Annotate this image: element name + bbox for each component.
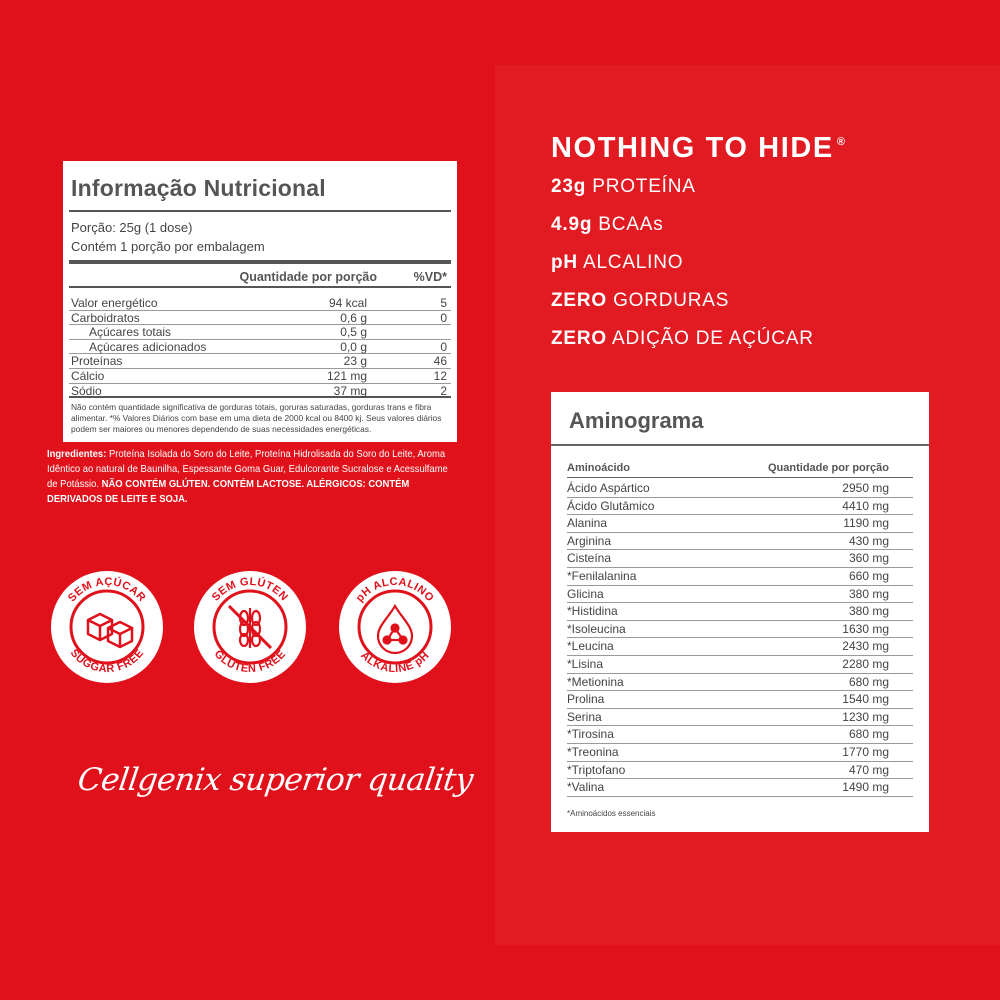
claim-text: BCAAs xyxy=(592,214,664,235)
amino-name: *Triptofano xyxy=(567,762,626,777)
claims-block xyxy=(551,132,847,366)
table-row xyxy=(567,691,913,709)
amino-name: *Treonina xyxy=(567,744,619,759)
amino-qty: 1770 mg xyxy=(842,744,889,759)
divider xyxy=(69,210,451,212)
amino-qty: 680 mg xyxy=(848,674,889,689)
table-row xyxy=(567,515,913,533)
row-qty: 94 kcal xyxy=(328,296,367,310)
claim-text: ADIÇÃO DE AÇÚCAR xyxy=(606,328,814,349)
amino-name: Alanina xyxy=(567,516,608,531)
amino-name: Serina xyxy=(567,709,602,724)
claim-item xyxy=(551,252,847,290)
divider-thick xyxy=(69,260,451,264)
ingredients-list: Proteína Isolada do Soro do Leite, Proteína Hidrolisada do Soro do Leite, Aroma Idêntico ao natural de Baunilha, Espessante Goma Guar, Edulcorante Sucralose e Acessulfame de Potássio. xyxy=(47,448,448,490)
claim-item xyxy=(551,176,847,214)
amino-qty: 380 mg xyxy=(848,604,889,619)
row-qty: 121 mg xyxy=(326,368,367,383)
amino-qty: 2950 mg xyxy=(842,481,889,495)
row-qty: 0,0 g xyxy=(340,339,367,354)
claims-list xyxy=(551,176,847,366)
badge-top-text: pH ALCALINO xyxy=(353,575,437,605)
wheat-crossed-icon xyxy=(191,568,309,686)
amino-name: *Fenilalanina xyxy=(567,568,637,583)
aminogram-table xyxy=(551,392,929,832)
table-row xyxy=(567,621,913,639)
table-row xyxy=(567,744,913,762)
claim-text: ALCALINO xyxy=(577,252,684,273)
claim-bold: pH xyxy=(551,252,578,273)
row-vd: 0 xyxy=(440,339,447,354)
table-row xyxy=(567,726,913,744)
amino-name: *Metionina xyxy=(567,674,624,689)
claim-item xyxy=(551,328,847,366)
nutrition-footnote: Não contém quantidade significativa de gorduras totais, goruras saturadas, gorduras trans e fibra alimentar. *% Valores Diários com base em uma dieta de 2000 kcal ou 8400 kj. Seus valores diários podem ser maiores ou menores dependendo de suas necessidades energéticas. xyxy=(71,402,442,434)
amino-qty: 4410 mg xyxy=(842,498,889,513)
table-row xyxy=(69,384,451,399)
table-row xyxy=(567,779,913,797)
amino-name: *Histidina xyxy=(567,604,618,619)
amino-qty: 1490 mg xyxy=(842,780,889,795)
badge-top-text: SEM AÇÚCAR xyxy=(66,575,148,605)
amino-name: *Leucina xyxy=(567,639,614,654)
allergen-warning: NÃO CONTÉM GLÚTEN. CONTÉM LACTOSE. ALÉRGICOS: CONTÉM DERIVADOS DE LEITE E SOJA. xyxy=(47,478,410,505)
amino-qty: 2280 mg xyxy=(842,656,889,671)
amino-qty: 1630 mg xyxy=(842,621,889,636)
table-row xyxy=(69,311,451,326)
table-row xyxy=(567,568,913,586)
row-qty: 23 g xyxy=(343,354,367,369)
aminogram-rows xyxy=(567,480,913,797)
amino-name: Arginina xyxy=(567,533,612,548)
row-name: Carboidratos xyxy=(71,310,140,325)
row-qty: 0,6 g xyxy=(340,310,367,325)
row-name: Sódio xyxy=(71,383,102,398)
gluten-free-badge xyxy=(191,568,309,686)
amino-qty: 470 mg xyxy=(848,762,889,777)
table-row xyxy=(69,340,451,355)
ingredients-label: Ingredientes: xyxy=(47,448,107,460)
table-row xyxy=(567,603,913,621)
aminogram-title: Aminograma xyxy=(569,408,704,433)
claim-text: GORDURAS xyxy=(606,290,730,311)
header-vd: %VD* xyxy=(413,270,447,284)
amino-name: *Lisina xyxy=(567,656,604,671)
divider xyxy=(551,444,929,446)
table-row xyxy=(69,369,451,384)
sugar-free-badge xyxy=(48,568,166,686)
badge-top-text: SEM GLÚTEN xyxy=(209,575,291,604)
amino-qty: 430 mg xyxy=(848,533,889,548)
table-row xyxy=(567,480,913,498)
portion-text: Porção: 25g (1 dose) xyxy=(71,220,193,235)
row-name: Valor energético xyxy=(71,296,158,310)
per-package-text: Contém 1 porção por embalagem xyxy=(71,239,265,254)
claim-text: PROTEÍNA xyxy=(586,176,696,197)
table-row xyxy=(567,762,913,780)
table-row xyxy=(567,638,913,656)
row-name: Cálcio xyxy=(71,368,105,383)
claim-bold: 4.9g xyxy=(551,214,593,235)
aminogram-header xyxy=(567,462,913,478)
row-vd: 2 xyxy=(440,383,447,398)
badge-bottom-text: SUGGAR FREE xyxy=(67,647,147,676)
amino-name: *Isoleucina xyxy=(567,621,626,636)
claims-title xyxy=(551,132,847,165)
table-row xyxy=(567,656,913,674)
amino-name: *Tirosina xyxy=(567,727,614,742)
nutrition-facts-label xyxy=(63,161,457,442)
row-name: Proteínas xyxy=(71,354,123,369)
amino-qty: 380 mg xyxy=(848,586,889,601)
row-vd: 5 xyxy=(440,296,447,310)
table-row xyxy=(567,709,913,727)
header-amino: Aminoácido xyxy=(567,462,630,474)
claims-title-text: NOTHING TO HIDE xyxy=(551,132,834,164)
ingredients-text xyxy=(47,447,459,507)
table-row xyxy=(69,296,451,311)
nutrition-rows xyxy=(69,296,451,398)
amino-qty: 1230 mg xyxy=(842,709,889,724)
sugar-cubes-icon xyxy=(48,568,166,686)
row-vd: 12 xyxy=(433,368,447,383)
amino-qty: 360 mg xyxy=(848,551,889,566)
claim-item xyxy=(551,214,847,252)
row-name: Açúcares totais xyxy=(89,325,172,340)
amino-qty: 660 mg xyxy=(848,568,889,583)
row-vd: 46 xyxy=(433,354,447,369)
amino-name: Ácido Aspártico xyxy=(567,481,650,495)
claim-bold: 23g xyxy=(551,176,587,197)
row-vd xyxy=(389,325,449,339)
amino-name: Glicina xyxy=(567,586,604,601)
brand-tagline: Cellgenix superior quality xyxy=(75,762,476,798)
alkaline-drop-icon xyxy=(336,568,454,686)
alkaline-ph-badge xyxy=(336,568,454,686)
table-row xyxy=(567,550,913,568)
row-qty: 37 mg xyxy=(333,383,367,398)
aminogram-note: *Aminoácidos essenciais xyxy=(567,808,656,818)
amino-qty: 680 mg xyxy=(848,727,889,742)
amino-qty: 1540 mg xyxy=(842,692,889,707)
table-row xyxy=(567,674,913,692)
table-row xyxy=(69,325,451,340)
table-row xyxy=(567,533,913,551)
amino-qty: 2430 mg xyxy=(842,639,889,654)
claim-bold: ZERO xyxy=(551,328,607,349)
amino-qty: 1190 mg xyxy=(843,516,889,531)
table-row xyxy=(567,498,913,516)
nutrition-header xyxy=(69,270,451,288)
table-row xyxy=(69,354,451,369)
claim-bold: ZERO xyxy=(551,290,607,311)
badge-bottom-text: GLUTEN FREE xyxy=(211,648,289,676)
nutrition-title: Informação Nutricional xyxy=(71,175,326,201)
header-qty: Quantidade por porção xyxy=(767,462,889,474)
amino-name: *Valina xyxy=(567,780,605,795)
claim-item xyxy=(551,290,847,328)
registered-mark: ® xyxy=(836,136,847,148)
row-qty: 0,5 g xyxy=(340,325,367,340)
badge-bottom-text: ALKALINE pH xyxy=(358,649,432,676)
table-row xyxy=(567,586,913,604)
amino-name: Cisteína xyxy=(567,551,612,566)
amino-name: Ácido Glutâmico xyxy=(567,498,655,513)
row-name: Açúcares adicionados xyxy=(89,339,207,354)
amino-name: Prolina xyxy=(567,692,605,707)
header-qty: Quantidade por porção xyxy=(239,270,377,284)
row-vd: 0 xyxy=(440,310,447,325)
